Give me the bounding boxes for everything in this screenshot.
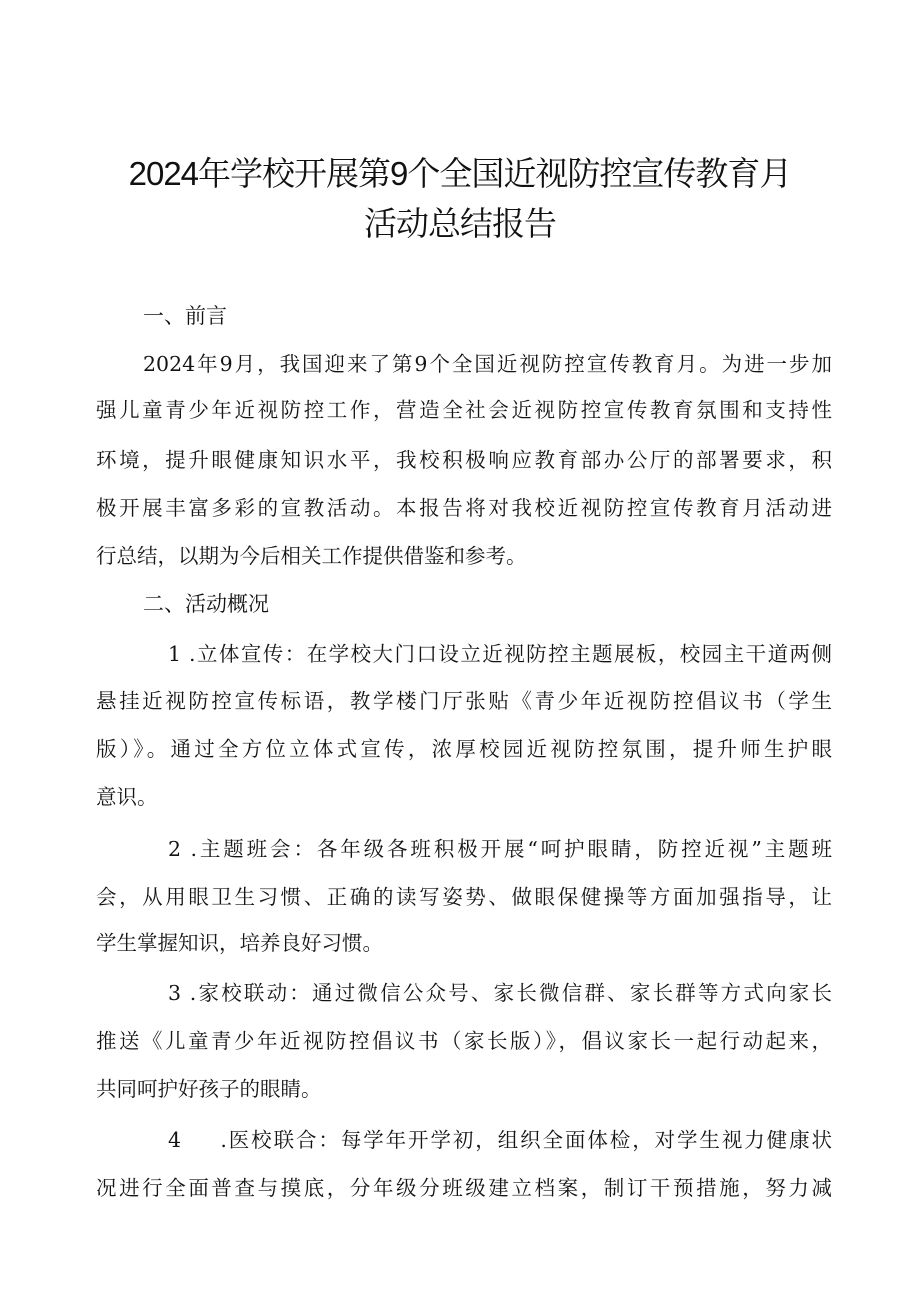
paragraph-line: 况进行全面普查与摸底，分年级分班级建立档案，制订干预措施，努力减 [96, 1176, 832, 1200]
paragraph-line: 会，从用眼卫生习惯、正确的读写姿势、做眼保健操等方面加强指导，让 [96, 885, 832, 909]
paragraph-line: 意识。 [96, 785, 158, 809]
paragraph-line: 强儿童青少年近视防控工作，营造全社会近视防控宣传教育氛围和支持性 [96, 398, 832, 422]
paragraph-line: 2024年9月，我国迎来了第9个全国近视防控宣传教育月。为进一步加 [143, 352, 832, 376]
document-title-line-1: 2024年学校开展第9个全国近视防控宣传教育月 [128, 155, 792, 192]
paragraph-line: 版）》。通过全方位立体式宣传，浓厚校园近视防控氛围，提升师生护眼 [96, 737, 832, 761]
section-heading-overview: 二、活动概况 [143, 593, 269, 616]
paragraph-line: 推送《儿童青少年近视防控倡议书（家长版）》，倡议家长一起行动起来， [96, 1029, 832, 1053]
paragraph-line: 环境，提升眼健康知识水平，我校积极响应教育部办公厅的部署要求，积 [96, 448, 832, 472]
paragraph-line: 3 .家校联动：通过微信公众号、家长微信群、家长群等方式向家长 [168, 981, 832, 1005]
paragraph-line: 悬挂近视防控宣传标语，教学楼门厅张贴《青少年近视防控倡议书（学生 [96, 689, 832, 713]
paragraph-line: 行总结，以期为今后相关工作提供借鉴和参考。 [96, 544, 527, 568]
paragraph-line: 4 .医校联合：每学年开学初，组织全面体检，对学生视力健康状 [168, 1128, 832, 1152]
paragraph-line: 共同呵护好孩子的眼睛。 [96, 1077, 322, 1101]
section-heading-preface: 一、前言 [143, 305, 227, 328]
paragraph-line: 1 .立体宣传：在学校大门口设立近视防控主题展板，校园主干道两侧 [168, 642, 832, 666]
paragraph-line: 学生掌握知识，培养良好习惯。 [96, 931, 383, 955]
paragraph-line: 2 .主题班会：各年级各班积极开展“呵护眼睛，防控近视”主题班 [168, 837, 832, 861]
paragraph-line: 极开展丰富多彩的宣教活动。本报告将对我校近视防控宣传教育月活动进 [96, 496, 832, 520]
document-title-line-2: 活动总结报告 [364, 205, 556, 242]
